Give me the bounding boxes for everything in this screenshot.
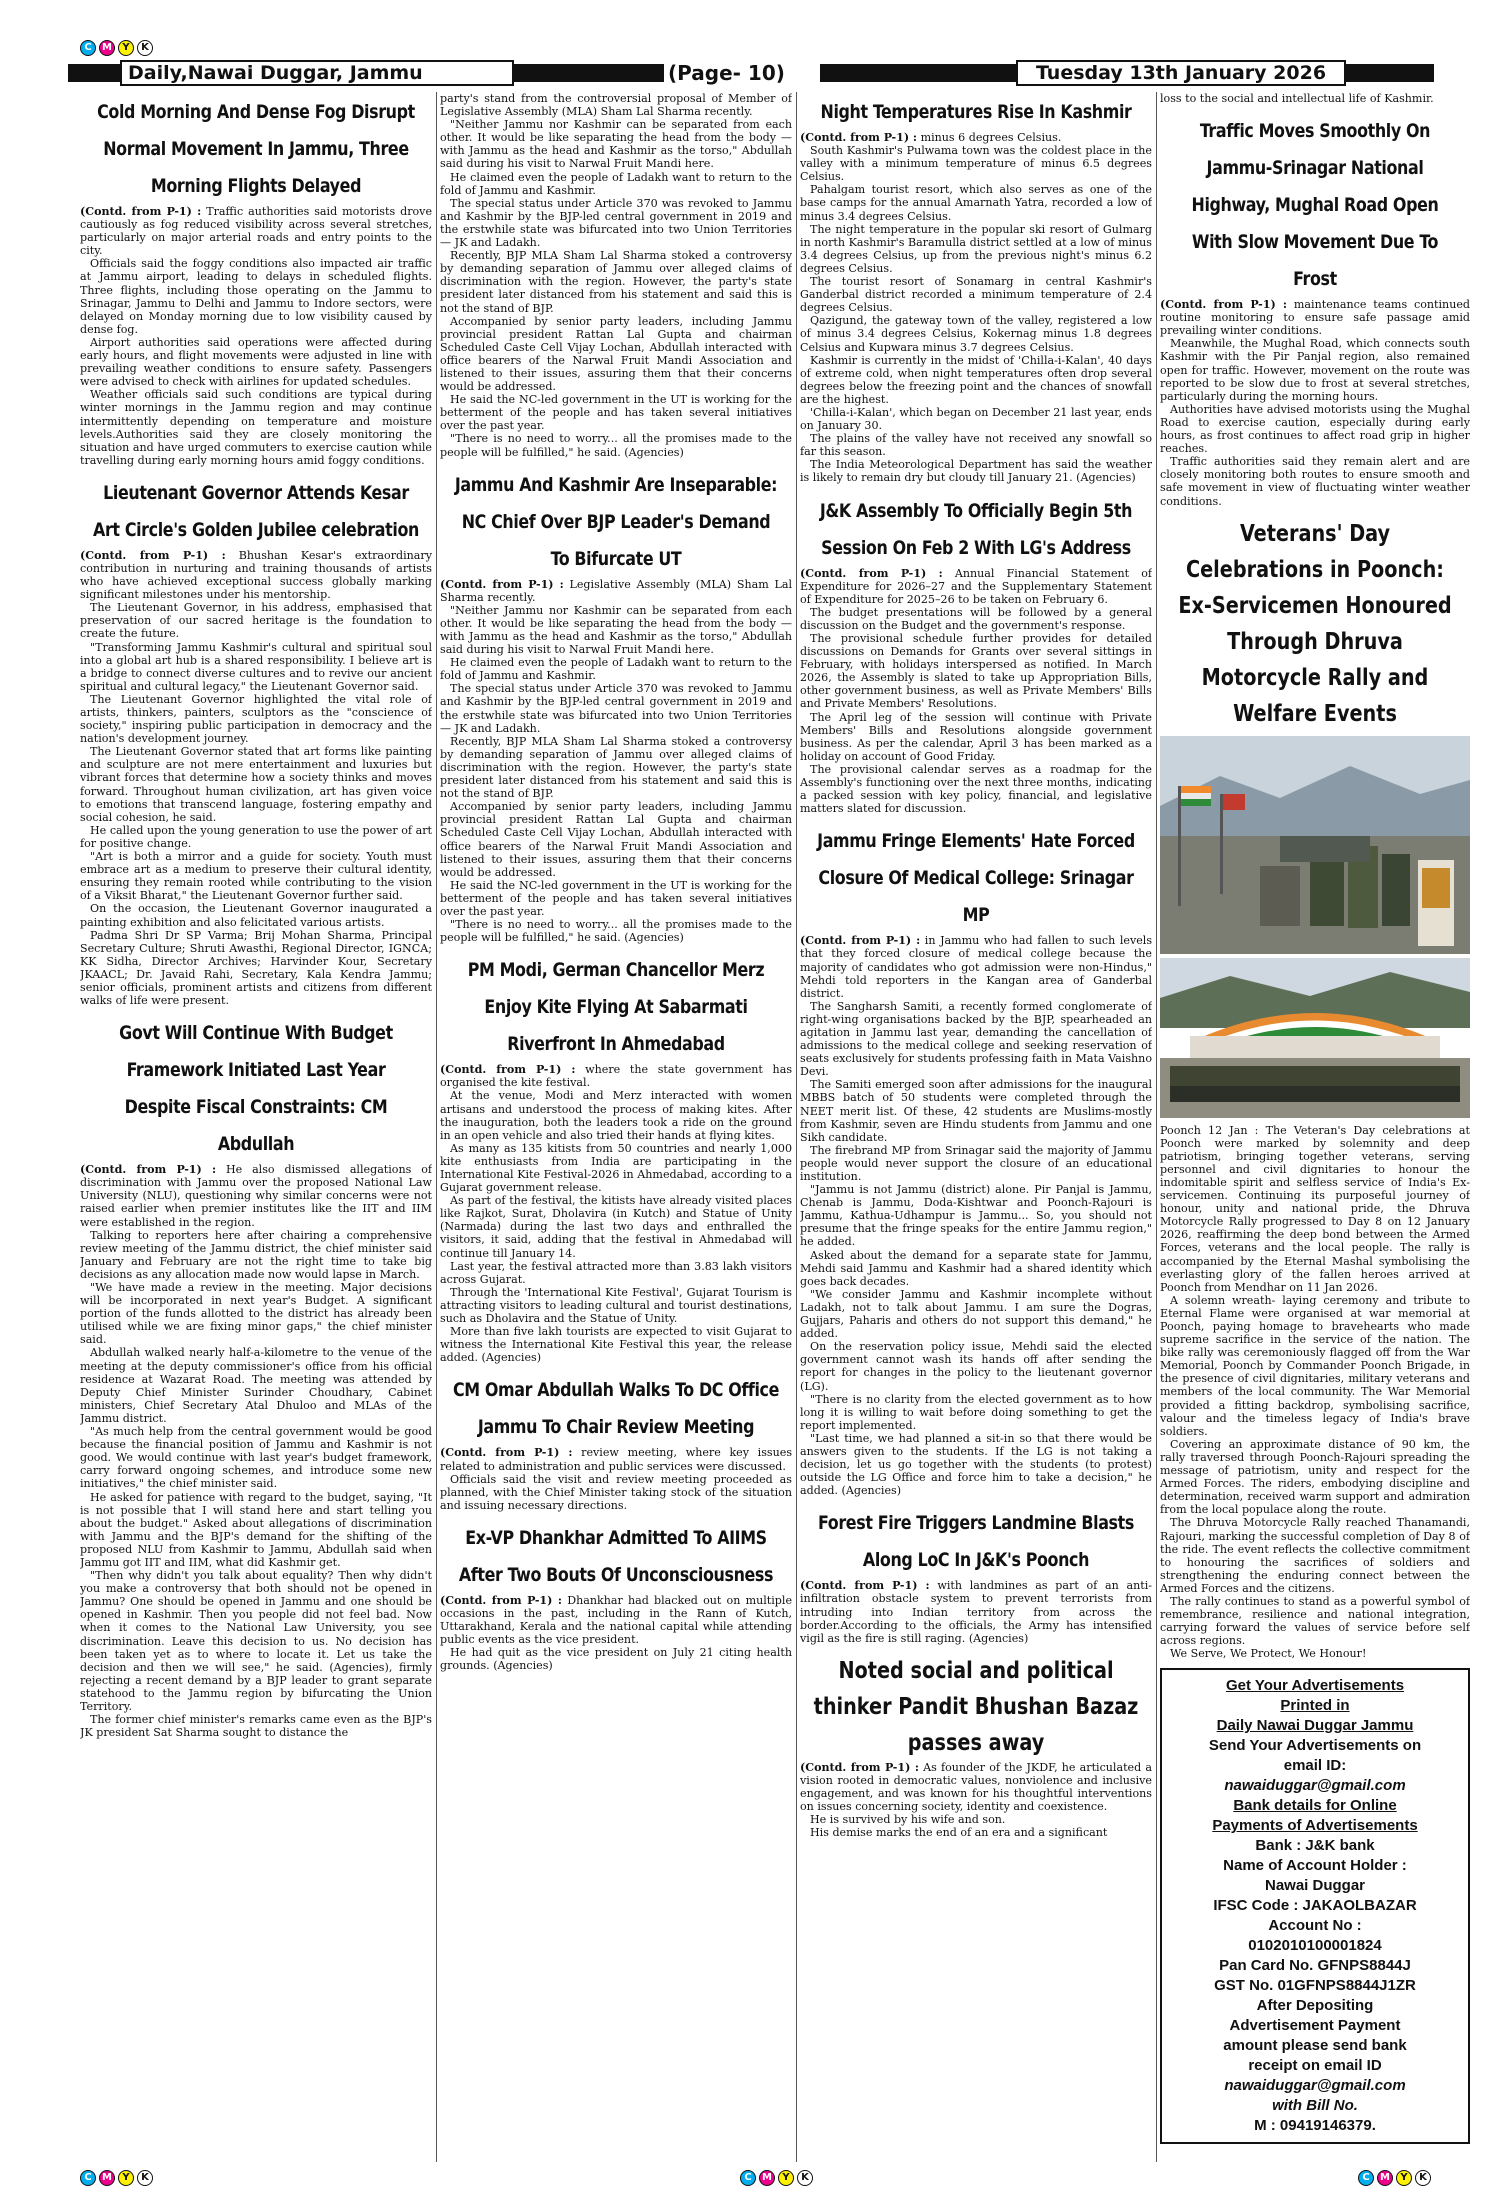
ad-line: After Depositing — [1256, 1997, 1374, 2015]
contd-lead: (Contd. from P-1) : — [1160, 298, 1288, 312]
cmyk-m-dot: M — [1377, 2170, 1393, 2186]
paragraph: Padma Shri Dr SP Varma; Brij Mohan Sharma, Principal Secretary Culture; Shruti Awasthi, Regional Director, IGNCA; KK Sidha, Director Archives; Harvinder Kour, Secretary JKAACL; Dr. Javaid Rahi, Secretary, Kala Kendra Jammu; senior officials, prominent artists and citizens from different walks of life were present. — [80, 928, 432, 1008]
paragraph: loss to the social and intellectual life of Kashmir. — [1160, 92, 1434, 105]
ad-line: email ID: — [1283, 1757, 1347, 1775]
contd-lead: (Contd. from P-1) : — [800, 934, 921, 948]
ad-line: amount please send bank — [1223, 2037, 1407, 2055]
paragraph: The Samiti emerged soon after admissions for the inaugural MBBS batch of 50 students were completed through the NEET merit list. Of these, 42 students are Muslims-mostly from Kashmir, seven are Hindu students from Jammu and one Sikh candidate. — [800, 1078, 1152, 1144]
cmyk-m-dot: M — [99, 2170, 115, 2186]
paragraph: "Last time, we had planned a sit-in so that there would be answers given to the students. If the LG is not taking a decision, let us go together with the students (to protest) outside the LG Office and force him to take a decision," he added. (Agencies) — [800, 1431, 1152, 1498]
paragraph: He is survived by his wife and son. — [810, 1813, 1006, 1827]
paragraph-text: Legislative Assembly (MLA) Sham Lal Sharma recently. — [440, 577, 792, 604]
cmyk-k-dot: K — [137, 2170, 153, 2186]
paragraph: "Jammu is not Jammu (district) alone. Pir Panjal is Jammu, Chenab is Jammu, Doda-Kishtwar and Poonch-Rajouri is Jammu, Kathua-Udhampur is Jammu... So, you should not presume that the fringe speaks for the entire Jammu region," he added. — [800, 1183, 1152, 1249]
article-inseparable — [440, 467, 792, 945]
ad-gst: GST No. 01GFNPS8844J1ZR — [1214, 1977, 1416, 1995]
paragraph: "Neither Jammu nor Kashmir can be separated from each other. It would be like separating the head from the body — with Jammu as the head and Kashmir as the torso," Abdullah said during his visit to Narwal Fruit Mandi here. — [440, 603, 792, 657]
ad-line: Printed in — [1280, 1697, 1350, 1715]
paragraph: Recently, BJP MLA Sham Lal Sharma stoked a controversy by demanding separation of Jammu over alleged claims of discrimination with the region. However, the party's state president later distanced from his statement and said this is not the stand of BJP. — [440, 249, 792, 315]
paragraph: Airport authorities said operations were affected during early hours, and flight movements were adjusted in line with prevailing weather conditions to ensure safety. Passengers were advised to check with airlines for updated schedules. — [80, 335, 432, 389]
paragraph — [80, 549, 432, 601]
contd-lead: (Contd. from P-1) : — [800, 566, 943, 580]
article-bhushan-continued — [1160, 92, 1470, 105]
article-assembly — [800, 493, 1152, 816]
contd-lead: (Contd. from P-1) : — [800, 1760, 919, 1774]
paragraph: The Lieutenant Governor highlighted the vital role of artists, thinkers, painters, sculptors as the "conscience of society," inspiring public participation in democracy and the nation's development journey. — [80, 692, 432, 746]
paragraph: We Serve, We Protect, We Honour! — [1170, 1647, 1367, 1661]
paragraph-text: He also dismissed allegations of discrimination with Jammu over the proposed National Law University (NLU), questioning why similar concerns were not raised earlier when premier institutes like the IIT and IIM were established in the region. — [80, 1163, 432, 1229]
paragraph — [800, 934, 1152, 999]
paragraph — [800, 1579, 1152, 1644]
article-kite — [440, 952, 792, 1364]
column-rule-2 — [796, 92, 797, 2162]
paragraph: "We have made a review in the meeting. Major decisions will be incorporated in next year's Budget. A significant portion of the funds allotted to the district has already been utilised while we are fixing minor gaps," the chief minister said. — [80, 1281, 432, 1347]
paragraph: He called upon the young generation to use the power of art for positive change. — [80, 823, 432, 850]
paragraph: As many as 135 kitists from 50 countries and nearly 1,000 kite enthusiasts from India are participating in the International Kite Festival-2026 in Ahmedabad, according to a Gujarat government release. — [440, 1141, 792, 1195]
contd-lead: (Contd. from P-1) : — [80, 548, 226, 562]
paragraph: Recently, BJP MLA Sham Lal Sharma stoked a controversy by demanding separation of Jammu over alleged claims of discrimination with the region. However, the party's state president later distanced from his statement and said this is not the stand of BJP. — [440, 734, 792, 801]
paragraph: At the venue, Modi and Merz interacted with women artisans and understood the process of making kites. After the inauguration, both the leaders took a ride on the ground in an open vehicle and also tried their hands at flying kites. — [440, 1089, 792, 1142]
paragraph: He said the NC-led government in the UT is working for the betterment of the people and has taken several initiatives over the past year. — [440, 393, 792, 433]
cmyk-y-dot: Y — [118, 40, 134, 56]
paragraph: Abdullah walked nearly half-a-kilometre to the venue of the meeting at the deputy commissioner's office from his official residence at Wazarat Road. The meeting was attended by Deputy Chief Minister Surinder Choudhary, Cabinet ministers, Chief Secretary Atal Dhuloo and MLAs of the Jammu district. — [80, 1346, 432, 1425]
ad-account: 0102010100001824 — [1248, 1937, 1382, 1955]
paragraph: The provisional calendar serves as a roadmap for the Assembly's functioning over the next three months, indicating a packed session with key policy, financial, and legislative matters slated for discussion. — [800, 762, 1152, 816]
article-medical — [800, 823, 1152, 1497]
paragraph-text: Traffic authorities said motorists drove cautiously as fog reduced visibility across several stretches, particularly on major arterial roads and entry points to the city. — [80, 205, 432, 258]
ad-account-label: Account No : — [1268, 1917, 1362, 1935]
contd-lead: (Contd. from P-1) : — [440, 577, 564, 591]
paragraph: "There is no need to worry... all the promises made to the people will be fulfilled," he said. (Agencies) — [440, 918, 792, 945]
article-bhushan — [800, 1653, 1152, 1840]
paragraph: "As much help from the central government would be good because the financial position of Jammu and Kashmir is not good. We would continue with last year's budget framework, carry forward ongoing schemes, and introduce some new initiatives," the chief minister said. — [80, 1425, 432, 1491]
ad-line: receipt on email ID — [1248, 2057, 1382, 2075]
cmyk-marks-bottom-left — [80, 2170, 153, 2186]
contd-lead: (Contd. from P-1) : — [440, 1446, 573, 1460]
paragraph: Officials said the foggy conditions also impacted air traffic at Jammu airport, leading to delays in scheduled flights. Three flights, including those operating on the Jammu to Srinagar, Jammu to Delhi and Jammu to Indore sectors, were delayed on Monday morning due to low visibility caused by dense fog. — [80, 257, 432, 336]
paragraph: Talking to reporters here after chairing a comprehensive review meeting of the Jammu district, the chief minister said January and February are not the right time to take big decisions as any allocation made now would lapse in March. — [80, 1228, 432, 1281]
paragraph: Meanwhile, the Mughal Road, which connects south Kashmir with the Pir Panjal region, also remained open for traffic. However, movement on the route was reported to be slow due to frost at several stretches, particularly during the morning hours. — [1160, 337, 1470, 403]
paragraph: The Lieutenant Governor, in his address, emphasised that preservation of our sacred heritage is the foundation to create the future. — [80, 601, 432, 641]
cmyk-c-dot: C — [1358, 2170, 1374, 2186]
paragraph: "Art is both a mirror and a guide for society. Youth must embrace art as a medium to preserve their cultural identity, ensuring they remain rooted while contributing to the vision of a Viksit Bharat," the Lieutenant Governor further said. — [80, 850, 432, 903]
paragraph: He claimed even the people of Ladakh want to return to the fold of Jammu and Kashmir. — [440, 170, 792, 197]
paragraph-text: minus 6 degrees Celsius. — [920, 131, 1062, 144]
ad-line: Payments of Advertisements — [1212, 1817, 1418, 1835]
column-1 — [80, 92, 432, 2162]
paragraph-text: in Jammu who had fallen to such levels that they forced closure of medical college because the majority of candidates who got admission were non-Hindus," Mehdi told reporters in the Kangan area of Ganderbal district. — [800, 934, 1152, 1000]
contd-lead: (Contd. from P-1) : — [80, 1163, 217, 1177]
paragraph — [440, 1594, 792, 1646]
ad-ifsc: IFSC Code : JAKAOLBAZAR — [1213, 1897, 1417, 1915]
paragraph: The April leg of the session will continue with Private Members' Bills and Resolutions alongside government business. As per the calendar, April 3 has been marked as a holiday on account of Good Friday. — [800, 710, 1152, 763]
column-rule-1 — [436, 92, 437, 2162]
headline-dc-office: CM Omar Abdullah Walks To DC Office Jammu To Chair Review Meeting — [452, 1379, 779, 1439]
cmyk-m-dot: M — [759, 2170, 775, 2186]
photo-wreath-laying — [1160, 736, 1470, 954]
headline-night-temp: Night Temperatures Rise In Kashmir — [820, 101, 1132, 123]
paragraph: Through the 'International Kite Festival', Gujarat Tourism is attracting visitors to leading cultural and tourist destinations, such as Dholavira and the Statue of Unity. — [440, 1285, 792, 1326]
paragraph: Kashmir is currently in the midst of 'Chilla-i-Kalan', 40 days of extreme cold, when night temperatures often drop several degrees below the freezing point and the chances of snowfall are the highest. — [800, 353, 1152, 406]
cmyk-m-dot: M — [99, 40, 115, 56]
paragraph — [1160, 298, 1470, 337]
ad-line: Daily Nawai Duggar Jammu — [1216, 1717, 1414, 1735]
paper-name: Daily,Nawai Duggar, Jammu — [120, 60, 514, 86]
paragraph: "Neither Jammu nor Kashmir can be separated from each other. It would be like separating the head from the body — with Jammu as the head and Kashmir as the torso," Abdullah said during his visit to Narwal Fruit Mandi here. — [440, 118, 792, 171]
masthead-bar-left — [68, 64, 120, 82]
article-traffic — [1160, 113, 1470, 508]
headline-kite: PM Modi, German Chancellor Merz Enjoy Kite Flying At Sabarmati Riverfront In Ahmedabad — [467, 959, 765, 1056]
paragraph: More than five lakh tourists are expected to visit Gujarat to witness the International Kite Festival this year, the release added. (Agencies) — [440, 1325, 792, 1365]
contd-lead: (Contd. from P-1) : — [800, 1579, 930, 1593]
masthead-bar-mid-left — [514, 64, 664, 82]
cmyk-y-dot: Y — [778, 2170, 794, 2186]
paragraph: The Lieutenant Governor stated that art forms like painting and sculpture are not mere entertainment and luxuries but vibrant forces that determine how a society thinks and moves forward. Throughout human civilization, art has given voice to emotions that transcend language, fostering empathy and social cohesion, he said. — [80, 745, 432, 824]
contd-lead: (Contd. from P-1) : — [440, 1063, 576, 1077]
ad-holder: Nawai Duggar — [1264, 1877, 1366, 1895]
paragraph: Covering an approximate distance of 90 km, the rally traversed through Poonch-Rajouri spreading the message of patriotism, unity and respect for the Armed Forces. The riders, embodying discipline and determination, received warm support and admiration from the local populace along the route. — [1160, 1437, 1470, 1517]
article-kesar — [80, 475, 432, 1007]
photo-motorcycle-rally — [1160, 958, 1470, 1118]
headline-assembly: J&K Assembly To Officially Begin 5th Session On Feb 2 With LG's Address — [819, 499, 1133, 559]
paragraph: party's stand from the controversial proposal of Member of Legislative Assembly (MLA) Sham Lal Sharma recently. — [440, 92, 792, 119]
headline-dhankhar: Ex-VP Dhankhar Admitted To AIIMS After Two Bouts Of Unconsciousness — [458, 1526, 774, 1586]
paragraph-text: review meeting, where key issues related to administration and public services were discussed. — [440, 1446, 792, 1473]
masthead — [68, 60, 1434, 86]
article-budget — [80, 1015, 432, 1739]
ad-mobile: M : 09419146379. — [1254, 2117, 1376, 2135]
paragraph: Asked about the demand for a separate state for Jammu, Mehdi said Jammu and Kashmir had a shared identity which goes back decades. — [800, 1248, 1152, 1288]
paragraph: Officials said the visit and review meeting proceeded as planned, with the Chief Minister taking stock of the situation and issuing necessary directions. — [440, 1472, 792, 1512]
headline-kesar: Lieutenant Governor Attends Kesar Art Circle's Golden Jubilee celebration — [93, 481, 419, 541]
paragraph: South Kashmir's Pulwama town was the coldest place in the valley with a minimum temperature of minus 6.5 degrees Celsius. — [800, 144, 1152, 184]
contd-lead: (Contd. from P-1) : — [800, 131, 918, 144]
cmyk-c-dot: C — [80, 40, 96, 56]
article-dhankhar — [440, 1520, 792, 1673]
cmyk-c-dot: C — [740, 2170, 756, 2186]
paragraph-text: Annual Financial Statement of Expenditure for 2026–27 and the Supplementary Statement of Expenditure for 2025–26 to be taken on February 6. — [800, 566, 1152, 606]
ad-email: nawaiduggar@gmail.com — [1224, 1777, 1406, 1795]
cmyk-c-dot: C — [80, 2170, 96, 2186]
cmyk-y-dot: Y — [118, 2170, 134, 2186]
paragraph: Authorities have advised motorists using the Mughal Road to exercise caution, especially during early hours, as frost continues to affect road grip in higher reaches. — [1160, 402, 1470, 456]
ad-line: with Bill No. — [1272, 2097, 1358, 2115]
paragraph: A solemn wreath- laying ceremony and tribute to Eternal Flame were organised at war memorial at Poonch, paying homage to bravehearts who made supreme sacrifice in the service of the nation. The bike rally was ceremoniously flagged off from the War Memorial, Poonch by Commander Poonch Brigade, in the presence of civil dignitaries, military veterans and members of the local community. The War Memorial provided a fitting backdrop, symbolising sacrifice, valour and the timeless legacy of India's brave soldiers. — [1160, 1293, 1470, 1438]
contd-lead: (Contd. from P-1) : — [440, 1593, 563, 1607]
paragraph: His demise marks the end of an era and a significant — [810, 1826, 1108, 1840]
ad-line: Get Your Advertisements — [1225, 1677, 1405, 1695]
headline-traffic: Traffic Moves Smoothly On Jammu-Srinagar National Highway, Mughal Road Open With Slow Movement Due To Frost — [1191, 120, 1439, 291]
headline-medical: Jammu Fringe Elements' Hate Forced Closure Of Medical College: Srinagar MP — [817, 830, 1135, 927]
paragraph — [440, 578, 792, 604]
paragraph: He said the NC-led government in the UT is working for the betterment of the people and has taken several initiatives over the past year. — [440, 878, 792, 918]
paragraph — [800, 567, 1152, 606]
paragraph: On the reservation policy issue, Mehdi said the elected government cannot wash its hands off after sending the report for changes in the policy to the lieutenant governor (LG). — [800, 1340, 1152, 1393]
column-rule-3 — [1156, 92, 1157, 2162]
paragraph — [440, 1063, 792, 1089]
paragraph: The tourist resort of Sonamarg in central Kashmir's Ganderbal district recorded a minimum temperature of 2.4 degrees Celsius. — [800, 275, 1152, 315]
column-4 — [1160, 92, 1470, 2162]
paragraph: "There is no clarity from the elected government as to how long it is willing to wait before doing something to get the report implemented. — [800, 1392, 1152, 1432]
paragraph — [800, 1761, 1152, 1813]
ad-bank: Bank : J&K bank — [1255, 1837, 1375, 1855]
cmyk-marks-bottom-center — [740, 2170, 813, 2186]
paragraph: The special status under Article 370 was revoked to Jammu and Kashmir by the BJP-led central government in 2019 and the erstwhile state was bifurcated into two Union Territories — JK and Ladakh. — [440, 682, 792, 735]
paragraph-text: maintenance teams continued routine monitoring to ensure safe passage amid prevailing winter conditions. — [1160, 298, 1470, 338]
paragraph: The budget presentations will be followed by a general discussion on the Budget and the government's response. — [800, 605, 1152, 632]
paragraph: He had quit as the vice president on July 21 citing health grounds. (Agencies) — [440, 1646, 792, 1673]
paragraph-text: where the state government has organised the kite festival. — [440, 1063, 792, 1090]
paragraph-text: As founder of the JKDF, he articulated a vision rooted in democratic values, nonviolence and inclusive engagement, and was known for his thoughtful interventions on issues concerning society, identity and coexistence. — [800, 1760, 1152, 1814]
article-landmine — [800, 1505, 1152, 1644]
paragraph: "There is no need to worry... all the promises made to the people will be fulfilled," he said. (Agencies) — [440, 432, 792, 459]
headline-landmine: Forest Fire Triggers Landmine Blasts Along LoC In J&K's Poonch — [818, 1512, 1134, 1572]
paragraph: 'Chilla-i-Kalan', which began on December 21 last year, ends on January 30. — [800, 405, 1152, 433]
article-budget-continued — [440, 92, 792, 459]
paragraph — [80, 205, 432, 257]
paragraph: The provisional schedule further provides for detailed discussions on Demands for Grants over several sittings in February, with holidays interspersed as notified. In March 2026, the Assembly is slated to take up Appropriation Bills, other government business, as well as Private Members' Bills and Private Members' Resolutions. — [800, 632, 1152, 711]
paragraph: On the occasion, the Lieutenant Governor inaugurated a painting exhibition and also felicitated various artists. — [80, 902, 432, 929]
paragraph: Accompanied by senior party leaders, including Jammu provincial president Rattan Lal Gupta and chairman Scheduled Caste Cell Vijay Lochan, Abdullah interacted with office bearers of the Narwal Fruit Mandi Association and listened to their issues, assuring them that their concerns would be addressed. — [440, 314, 792, 394]
paragraph: "We consider Jammu and Kashmir incomplete without Ladakh, not to talk about Jammu. I am sure the Dogras, Gujjars, Paharis and others do not support this demand," he added. — [800, 1287, 1152, 1341]
ad-line: Bank details for Online — [1233, 1797, 1397, 1815]
article-dc-office — [440, 1372, 792, 1511]
paragraph: "Transforming Jammu Kashmir's cultural and spiritual soul into a global art hub is a shared responsibility. I believe art is a bridge to connect diverse cultures and to revive our ancient spiritual and cultural legacy," the Lieutenant Governor said. — [80, 640, 432, 693]
cmyk-k-dot: K — [137, 40, 153, 56]
paragraph: The night temperature in the popular ski resort of Gulmarg in north Kashmir's Baramulla district settled at a low of minus 3.4 degrees Celsius, up from the previous night's minus 6.2 degrees Celsius. — [800, 222, 1152, 275]
paragraph: Last year, the festival attracted more than 3.83 lakh visitors across Gujarat. — [440, 1259, 792, 1286]
column-2 — [440, 92, 792, 2162]
paragraph: Accompanied by senior party leaders, including Jammu provincial president Rattan Lal Gupta and chairman Scheduled Caste Cell Vijay Lochan, Abdullah interacted with office bearers of the Narwal Fruit Mandi Association and listened to their issues, assuring them that their concerns would be addressed. — [440, 800, 792, 879]
paragraph: The India Meteorological Department has said the weather is likely to remain dry but cloudy till January 21. (Agencies) — [800, 458, 1152, 485]
issue-date: Tuesday 13th January 2026 — [1016, 60, 1346, 86]
cmyk-marks-bottom-right — [1358, 2170, 1431, 2186]
paragraph: Qazigund, the gateway town of the valley, registered a low of minus 3.4 degrees Celsius, Kokernag minus 1.8 degrees Celsius and Kupwara minus 3.7 degrees Celsius. — [800, 314, 1152, 354]
masthead-bar-mid-right — [820, 64, 1016, 82]
ad-line: Send Your Advertisements on — [1208, 1737, 1422, 1755]
paragraph: The Sangharsh Samiti, a recently formed conglomerate of right-wing organisations backed by the BJP, spearheaded an agitation in Jammu last year, demanding the cancellation of admissions to the medical college and seeking reservation of seats exclusively for students professing faith in Mata Vaishno Devi. — [800, 999, 1152, 1079]
masthead-bar-right — [1346, 64, 1434, 82]
paragraph-text: with landmines as part of an anti-infiltration obstacle system to prevent terrorists from intruding into Indian territory from across the border.According to the officials, the Army has intensified vigil as the fire is still raging. (Agencies) — [800, 1579, 1152, 1645]
article-veterans — [1160, 516, 1470, 1661]
headline-bhushan: Noted social and political thinker Pandit Bhushan Bazaz passes away — [813, 1657, 1139, 1756]
ad-email: nawaiduggar@gmail.com — [1224, 2077, 1406, 2095]
headline-fog: Cold Morning And Dense Fog Disrupt Normal Movement In Jammu, Three Morning Flights Delayed — [97, 101, 415, 197]
article-fog — [80, 94, 432, 467]
paragraph: Poonch 12 Jan : The Veteran's Day celebrations at Poonch were marked by solemnity and deep patriotism, bringing together veterans, serving personnel and civil dignitaries to honour the indomitable spirit and selfless service of India's Ex-servicemen. Continuing its purposeful journey of honour, unity and national pride, the Dhruva Motorcycle Rally progressed to Day 8 on 12 January 2026, reaffirming the deep bond between the Armed Forces, veterans and the local people. The rally is accompanied by the Eternal Mashal symbolising the everlasting glory of the fallen heroes arrived at Poonch from Mendhar on 11 Jan 2026. — [1160, 1123, 1470, 1294]
article-night-temp — [800, 94, 1152, 485]
paragraph: He asked for patience with regard to the budget, saying, "It is not possible that I will stand here and start telling you about the budget." Asked about allegations of discrimination with Jammu and the BJP's demand for the shifting of the proposed NLU from Kashmir to Jammu, Abdullah said when Jammu got IIT and IIM, what did Kashmir get. — [80, 1490, 432, 1569]
paragraph: The Dhruva Motorcycle Rally reached Thanamandi, Rajouri, marking the successful completion of Day 8 of the ride. The event reflects the collective commitment to honouring the sacrifices of soldiers and strengthening the enduring connect between the Armed Forces and the citizens. — [1160, 1516, 1470, 1595]
cmyk-k-dot: K — [1415, 2170, 1431, 2186]
paragraph: As part of the festival, the kitists have already visited places like Rajkot, Surat, Dholavira (in Kutch) and Statue of Unity (Narmada) during the last two days and enthralled the visitors, it said, adding that the festival in Ahmedabad will continue till January 14. — [440, 1194, 792, 1260]
paragraph: Weather officials said such conditions are typical during winter mornings in the Jammu region and may continue intermittently depending on temperature and moisture levels.Authorities said they are closely monitoring the situation and have urged commuters to exercise caution while travelling during early morning hours amid foggy conditions. — [80, 388, 432, 467]
headline-budget: Govt Will Continue With Budget Framework Initiated Last Year Despite Fiscal Constraints: CM Abdullah — [119, 1022, 393, 1156]
paragraph: "Then why didn't you talk about equality? Then why didn't you make a controversy that both should not be opened in Jammu? One should be opened in Jammu and one should be opened in Kashmir. Then you people did not feel bad. Now when it comes to the National Law University, you see discrimination. Leave this decision to us. No decision has been taken yet as to where to locate it. Let us take the decision and then we will see," he said. (Agencies), firmly rejecting a recent demand by a BJP leader to grant separate statehood to the Jammu region by bifurcating the Union Territory. — [80, 1569, 432, 1713]
paragraph: He claimed even the people of Ladakh want to return to the fold of Jammu and Kashmir. — [440, 656, 792, 683]
paragraph: The former chief minister's remarks came even as the BJP's JK president Sat Sharma sought to distance the — [80, 1713, 432, 1740]
cmyk-y-dot: Y — [1396, 2170, 1412, 2186]
cmyk-k-dot: K — [797, 2170, 813, 2186]
paragraph-text: Bhushan Kesar's extraordinary contribution in nurturing and training thousands of artists who have achieved exceptional success globally marking significant milestones under his mentorship. — [80, 548, 432, 602]
headline-inseparable: Jammu And Kashmir Are Inseparable: NC Chief Over BJP Leader's Demand To Bifurcate UT — [454, 473, 778, 570]
paragraph: The special status under Article 370 was revoked to Jammu and Kashmir by the BJP-led central government in 2019 and the erstwhile state was bifurcated into two Union Territories — JK and Ladakh. — [440, 196, 792, 250]
paragraph: The rally continues to stand as a powerful symbol of remembrance, resilience and national integration, carrying forward the values of service before self across regions. — [1160, 1594, 1470, 1648]
ad-pan: Pan Card No. GFNPS8844J — [1219, 1957, 1411, 1975]
paragraph-text: Dhankhar had blacked out on multiple occasions in the past, including in the Rann of Kutch, Uttarakhand, Kerala and the national capital while attending public events as the vice president. — [440, 1593, 792, 1647]
column-3 — [800, 92, 1152, 2162]
paragraph: Pahalgam tourist resort, which also serves as one of the base camps for the annual Amarnath Yatra, recorded a low of minus 3.4 degrees Celsius. — [800, 183, 1152, 223]
cmyk-marks-top — [80, 40, 153, 56]
paragraph: The firebrand MP from Srinagar said the majority of Jammu people would never support the closure of an educational institution. — [800, 1143, 1152, 1183]
headline-veterans: Veterans' Day Celebrations in Poonch: Ex-Servicemen Honoured Through Dhruva Motorcycle Rally and Welfare Events — [1178, 520, 1452, 727]
contd-lead: (Contd. from P-1) : — [80, 205, 202, 218]
paragraph: The plains of the valley have not received any snowfall so far this season. — [800, 432, 1152, 459]
paragraph — [80, 1163, 432, 1228]
ad-line: Advertisement Payment — [1229, 2017, 1401, 2035]
page-number: (Page- 10) — [668, 61, 785, 85]
paragraph — [800, 131, 1152, 144]
ad-holder-label: Name of Account Holder : — [1223, 1857, 1407, 1875]
paragraph: Traffic authorities said they remain alert and are closely monitoring both routes to ensure smooth and safe movement in view of fluctuating winter weather conditions. — [1160, 455, 1470, 508]
advertisement-box — [1160, 1668, 1470, 2144]
paragraph — [440, 1446, 792, 1472]
